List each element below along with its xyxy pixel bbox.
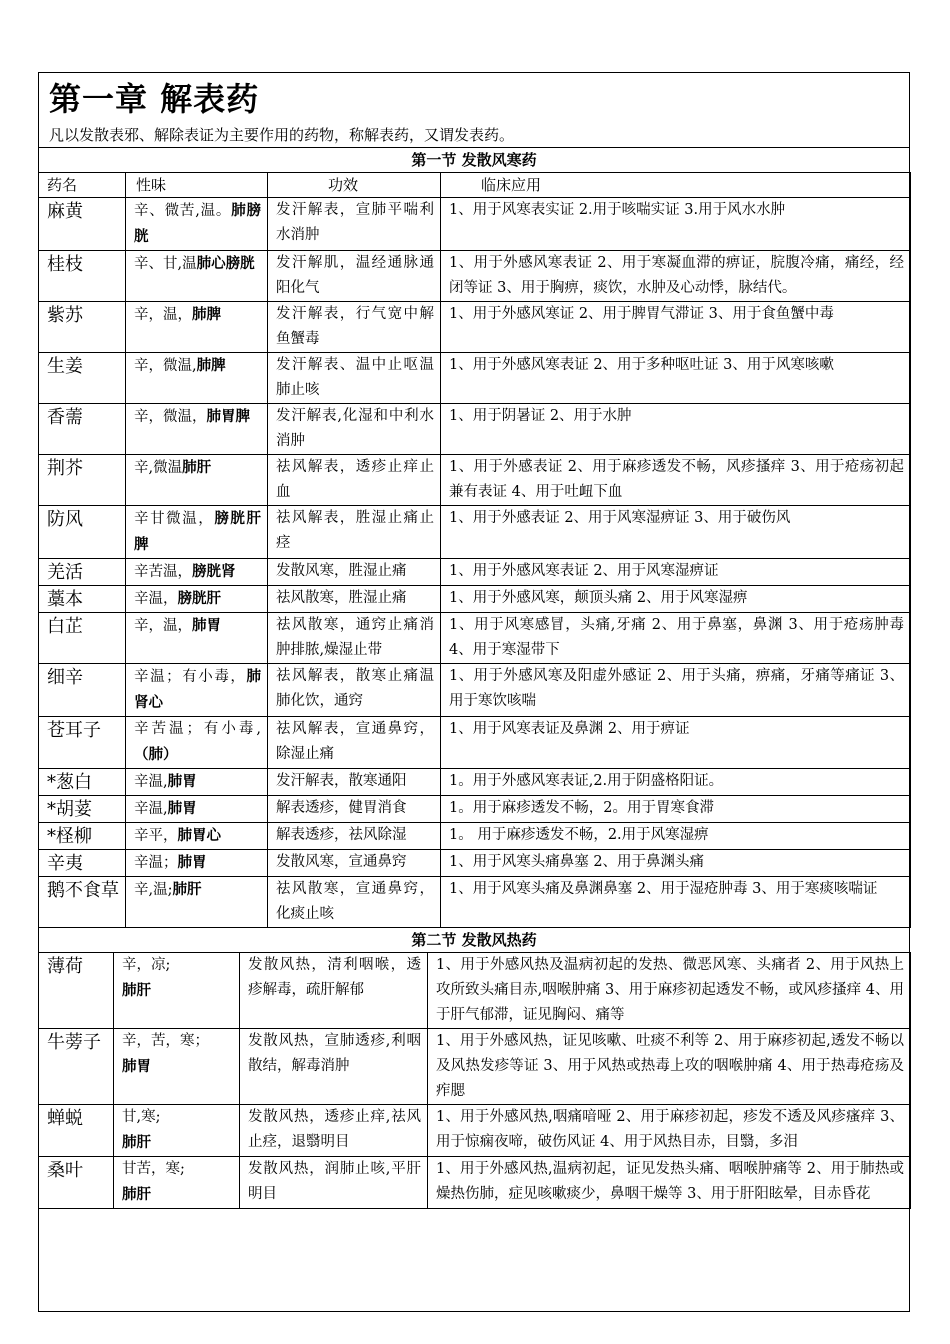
herb-taste: 辛,微温 [134, 460, 183, 476]
herb-usage: 1。用于外感风寒表证,2.用于阴盛格阳证。 [441, 769, 911, 796]
herb-effect: 发汗解肌，温经通脉通阳化气 [268, 251, 441, 302]
herb-taste: 辛甘微温， [134, 511, 215, 527]
herb-meridian: 肺肾心 [134, 668, 261, 711]
herb-name: 桑叶 [39, 1157, 114, 1209]
herb-effect: 发汗解表，散寒通阳 [268, 769, 441, 796]
table-row [39, 251, 911, 302]
herb-property [126, 823, 268, 850]
herb-taste: 辛平， [134, 828, 178, 844]
table-row [39, 613, 911, 664]
herb-usage: 1、用于风寒感冒，头痛,牙痛 2、用于鼻塞，鼻渊 3、用于疮疡肿毒 4、用于寒湿带下 [441, 613, 911, 664]
herb-effect: 祛风解表，透疹止痒止血 [268, 455, 441, 506]
herb-meridian: （肺） [134, 746, 178, 763]
herb-meridian: 肺肝 [122, 1134, 151, 1151]
herb-name: 苍耳子 [39, 717, 126, 769]
column-header: 临床应用 [441, 173, 911, 198]
herb-property [126, 353, 268, 404]
herb-usage: 1、用于风寒表实证 2.用于咳喘实证 3.用于风水水肿 [441, 198, 911, 251]
herb-name: 牛蒡子 [39, 1029, 114, 1105]
herb-meridian: 肺胃心 [177, 827, 221, 844]
herb-name: 藁本 [39, 586, 126, 613]
herb-name: *胡荽 [39, 796, 126, 823]
herb-meridian: 肺胃 [122, 1058, 151, 1075]
table-row [39, 1029, 911, 1105]
herb-meridian: 肺胃 [167, 800, 197, 817]
herb-property [126, 850, 268, 877]
table-row [39, 506, 911, 559]
herb-usage: 1、用于外感风寒表证 2、用于风寒湿痹证 [441, 559, 911, 586]
herb-usage: 1、用于外感风热,咽痛喑哑 2、用于麻疹初起，疹发不透及风疹瘙痒 3、用于惊痫夜啼，破伤风证 4、用于风热目赤，目翳，多泪 [428, 1105, 911, 1157]
herb-effect: 发散风热，透疹止痒,祛风止痉，退翳明目 [240, 1105, 428, 1157]
herb-taste: 辛温, [134, 801, 168, 817]
herb-property [126, 664, 268, 717]
herb-usage: 1、用于外感风热及温病初起的发热、微恶风寒、头痛者 2、用于风热上攻所致头痛目赤,咽喉肿痛 3、用于麻疹初起透发不畅，或风疹搔痒 4、用于肝气郁滞，证见胸闷、痛等 [428, 953, 911, 1029]
herb-name: 鹅不食草 [39, 877, 126, 928]
herb-usage: 1、用于外感风寒证 2、用于脾胃气滞证 3、用于食鱼蟹中毒 [441, 302, 911, 353]
table-row [39, 1105, 911, 1157]
column-header: 功效 [268, 173, 441, 198]
herb-name: *葱白 [39, 769, 126, 796]
herb-taste: 辛、甘,温 [134, 256, 197, 272]
herb-taste: 辛，凉; [122, 957, 171, 973]
herb-effect: 祛风散寒，通窍止痛消肿排脓,燥湿止带 [268, 613, 441, 664]
herb-property [114, 1157, 240, 1209]
herb-name: 细辛 [39, 664, 126, 717]
table-row [39, 455, 911, 506]
herb-meridian: 肺脾 [192, 306, 221, 323]
herb-name: 羌活 [39, 559, 126, 586]
herb-name: 麻黄 [39, 198, 126, 251]
herb-taste: 辛苦温， [134, 564, 192, 580]
herb-usage: 1、用于外感风寒表证 2、用于寒凝血滞的痹证，脘腹冷痛，痛经，经闭等证 3、用于胸痹，痰饮，水肿及心动悸，脉结代。 [441, 251, 911, 302]
herb-name: 蝉蜕 [39, 1105, 114, 1157]
herb-property [126, 559, 268, 586]
table-row [39, 404, 911, 455]
herb-effect: 祛风散寒，胜湿止痛 [268, 586, 441, 613]
column-header: 性味 [126, 173, 268, 198]
herb-effect: 发散风热，宣肺透疹,利咽散结，解毒消肿 [240, 1029, 428, 1105]
table-row [39, 877, 911, 928]
herb-usage: 1、用于外感风寒表证 2、用于多种呕吐证 3、用于风寒咳嗽 [441, 353, 911, 404]
table-row [39, 353, 911, 404]
herb-effect: 发散风寒，胜湿止痛 [268, 559, 441, 586]
herb-effect: 发散风寒，宣通鼻窍 [268, 850, 441, 877]
table-row [39, 717, 911, 769]
table-row [39, 769, 911, 796]
herb-meridian: 肺膀胱 [134, 202, 262, 245]
herb-usage: 1、用于外感风寒及阳虚外感证 2、用于头痛，痹痛，牙痛等痛证 3、用于寒饮咳喘 [441, 664, 911, 717]
herb-effect: 发散风热，润肺止咳,平肝明目 [240, 1157, 428, 1209]
herb-usage: 1、用于外感风热,温病初起，证见发热头痛、咽喉肿痛等 2、用于肺热或燥热伤肺，症见咳嗽痰少，鼻咽干燥等 3、用于肝阳眩晕，目赤昏花 [428, 1157, 911, 1209]
herb-effect: 祛风散寒，宣通鼻窍，化痰止咳 [268, 877, 441, 928]
herb-effect: 祛风解表，胜湿止痛止痉 [268, 506, 441, 559]
herb-taste: 辛苦温；有小毒, [134, 721, 261, 737]
herb-meridian: 膀胱肝 [177, 590, 221, 607]
herb-property [126, 455, 268, 506]
herb-meridian: 肺胃 [192, 617, 221, 634]
herb-taste: 辛温；有小毒， [134, 669, 247, 685]
herb-name: *柽柳 [39, 823, 126, 850]
section2-title: 第二节 发散风热药 [39, 927, 909, 952]
herb-usage: 1。 用于麻疹透发不畅，2.用于风寒湿痹 [441, 823, 911, 850]
herb-taste: 辛，温， [134, 618, 192, 634]
table-row [39, 559, 911, 586]
herb-property [126, 251, 268, 302]
table-row [39, 796, 911, 823]
herb-usage: 1、用于风寒表证及鼻渊 2、用于痹证 [441, 717, 911, 769]
herb-property [114, 1029, 240, 1105]
herb-meridian: 膀胱肾 [192, 563, 236, 580]
herb-taste: 甘,寒; [122, 1109, 161, 1125]
herb-meridian: 肺脾 [196, 357, 226, 374]
section1-table [38, 172, 911, 928]
herb-name: 防风 [39, 506, 126, 559]
herb-meridian: 肺肝 [122, 1186, 151, 1203]
herb-property [126, 769, 268, 796]
herb-effect: 发汗解表，行气宽中解鱼蟹毒 [268, 302, 441, 353]
herb-meridian: 肺胃脾 [206, 408, 250, 425]
herb-usage: 1、用于外感风热，证见咳嗽、吐痰不利等 2、用于麻疹初起,透发不畅以及风热发疹等证 3、用于风热或热毒上攻的咽喉肿痛 4、用于热毒疮疡及痄腮 [428, 1029, 911, 1105]
herb-effect: 解表透疹，祛风除湿 [268, 823, 441, 850]
table-row [39, 1157, 911, 1209]
herb-property [126, 506, 268, 559]
section1-title: 第一节 发散风寒药 [39, 147, 909, 172]
table-header-row [39, 173, 911, 198]
herb-usage: 1、用于阴暑证 2、用于水肿 [441, 404, 911, 455]
herb-taste: 辛温； [134, 855, 178, 871]
herb-taste: 辛,温; [134, 882, 173, 898]
herb-usage: 1、用于外感表证 2、用于风寒湿痹证 3、用于破伤风 [441, 506, 911, 559]
herb-taste: 甘苦，寒; [122, 1161, 185, 1177]
herb-effect: 祛风解表，散寒止痛温肺化饮，通窍 [268, 664, 441, 717]
herb-property [126, 877, 268, 928]
herb-taste: 辛，温， [134, 307, 192, 323]
herb-name: 白芷 [39, 613, 126, 664]
herb-taste: 辛，微温, [134, 358, 197, 374]
herb-taste: 辛、微苦,温。 [134, 203, 232, 219]
table-row [39, 302, 911, 353]
herb-usage: 1、用于风寒头痛及鼻渊鼻塞 2、用于湿疮肿毒 3、用于寒痰咳喘证 [441, 877, 911, 928]
herb-property [126, 404, 268, 455]
herb-name: 薄荷 [39, 953, 114, 1029]
herb-meridian: 肺心膀胱 [196, 255, 255, 272]
herb-property [114, 1105, 240, 1157]
herb-property [126, 717, 268, 769]
chapter-intro: 凡以发散表邪、解除表证为主要作用的药物，称解表药，又谓发表药。 [49, 126, 515, 144]
section2-table [38, 952, 911, 1209]
table-row [39, 823, 911, 850]
herb-effect: 发汗解表，宣肺平喘利水消肿 [268, 198, 441, 251]
herb-name: 桂枝 [39, 251, 126, 302]
herb-meridian: 肺肝 [172, 881, 202, 898]
table-row [39, 198, 911, 251]
table-row [39, 953, 911, 1029]
herb-name: 辛夷 [39, 850, 126, 877]
herb-meridian: 肺肝 [182, 459, 212, 476]
herb-usage: 1、用于外感风寒，颠顶头痛 2、用于风寒湿痹 [441, 586, 911, 613]
herb-property [126, 586, 268, 613]
herb-effect: 发汗解表,化湿和中利水消肿 [268, 404, 441, 455]
herb-property [126, 613, 268, 664]
herb-usage: 1、用于风寒头痛鼻塞 2、用于鼻渊头痛 [441, 850, 911, 877]
table-row [39, 586, 911, 613]
herb-taste: 辛温, [134, 774, 168, 790]
herb-effect: 发汗解表、温中止呕温肺止咳 [268, 353, 441, 404]
herb-name: 香薷 [39, 404, 126, 455]
column-header: 药名 [39, 173, 126, 198]
herb-property [126, 302, 268, 353]
herb-taste: 辛，微温， [134, 409, 207, 425]
herb-taste: 辛温， [134, 591, 178, 607]
herb-effect: 解表透疹，健胃消食 [268, 796, 441, 823]
herb-usage: 1、用于外感表证 2、用于麻疹透发不畅，风疹搔痒 3、用于疮疡初起兼有表证 4、用于吐衄下血 [441, 455, 911, 506]
chapter-title: 第一章 解表药 [49, 80, 260, 118]
herb-meridian: 肺胃 [167, 773, 197, 790]
herb-taste: 辛，苦，寒； [122, 1033, 209, 1049]
herb-usage: 1。用于麻疹透发不畅，2。用于胃寒食滞 [441, 796, 911, 823]
herb-effect: 祛风解表，宣通鼻窍，除湿止痛 [268, 717, 441, 769]
herb-name: 荆芥 [39, 455, 126, 506]
table-row [39, 664, 911, 717]
herb-name: 生姜 [39, 353, 126, 404]
table-row [39, 850, 911, 877]
document-frame [38, 72, 910, 1312]
herb-property [126, 796, 268, 823]
herb-effect: 发散风热，清利咽喉，透疹解毒，疏肝解郁 [240, 953, 428, 1029]
herb-meridian: 肺胃 [177, 854, 207, 871]
herb-meridian: 肺肝 [122, 982, 151, 999]
herb-meridian: 膀胱肝脾 [134, 510, 262, 553]
herb-property [114, 953, 240, 1029]
herb-property [126, 198, 268, 251]
herb-name: 紫苏 [39, 302, 126, 353]
